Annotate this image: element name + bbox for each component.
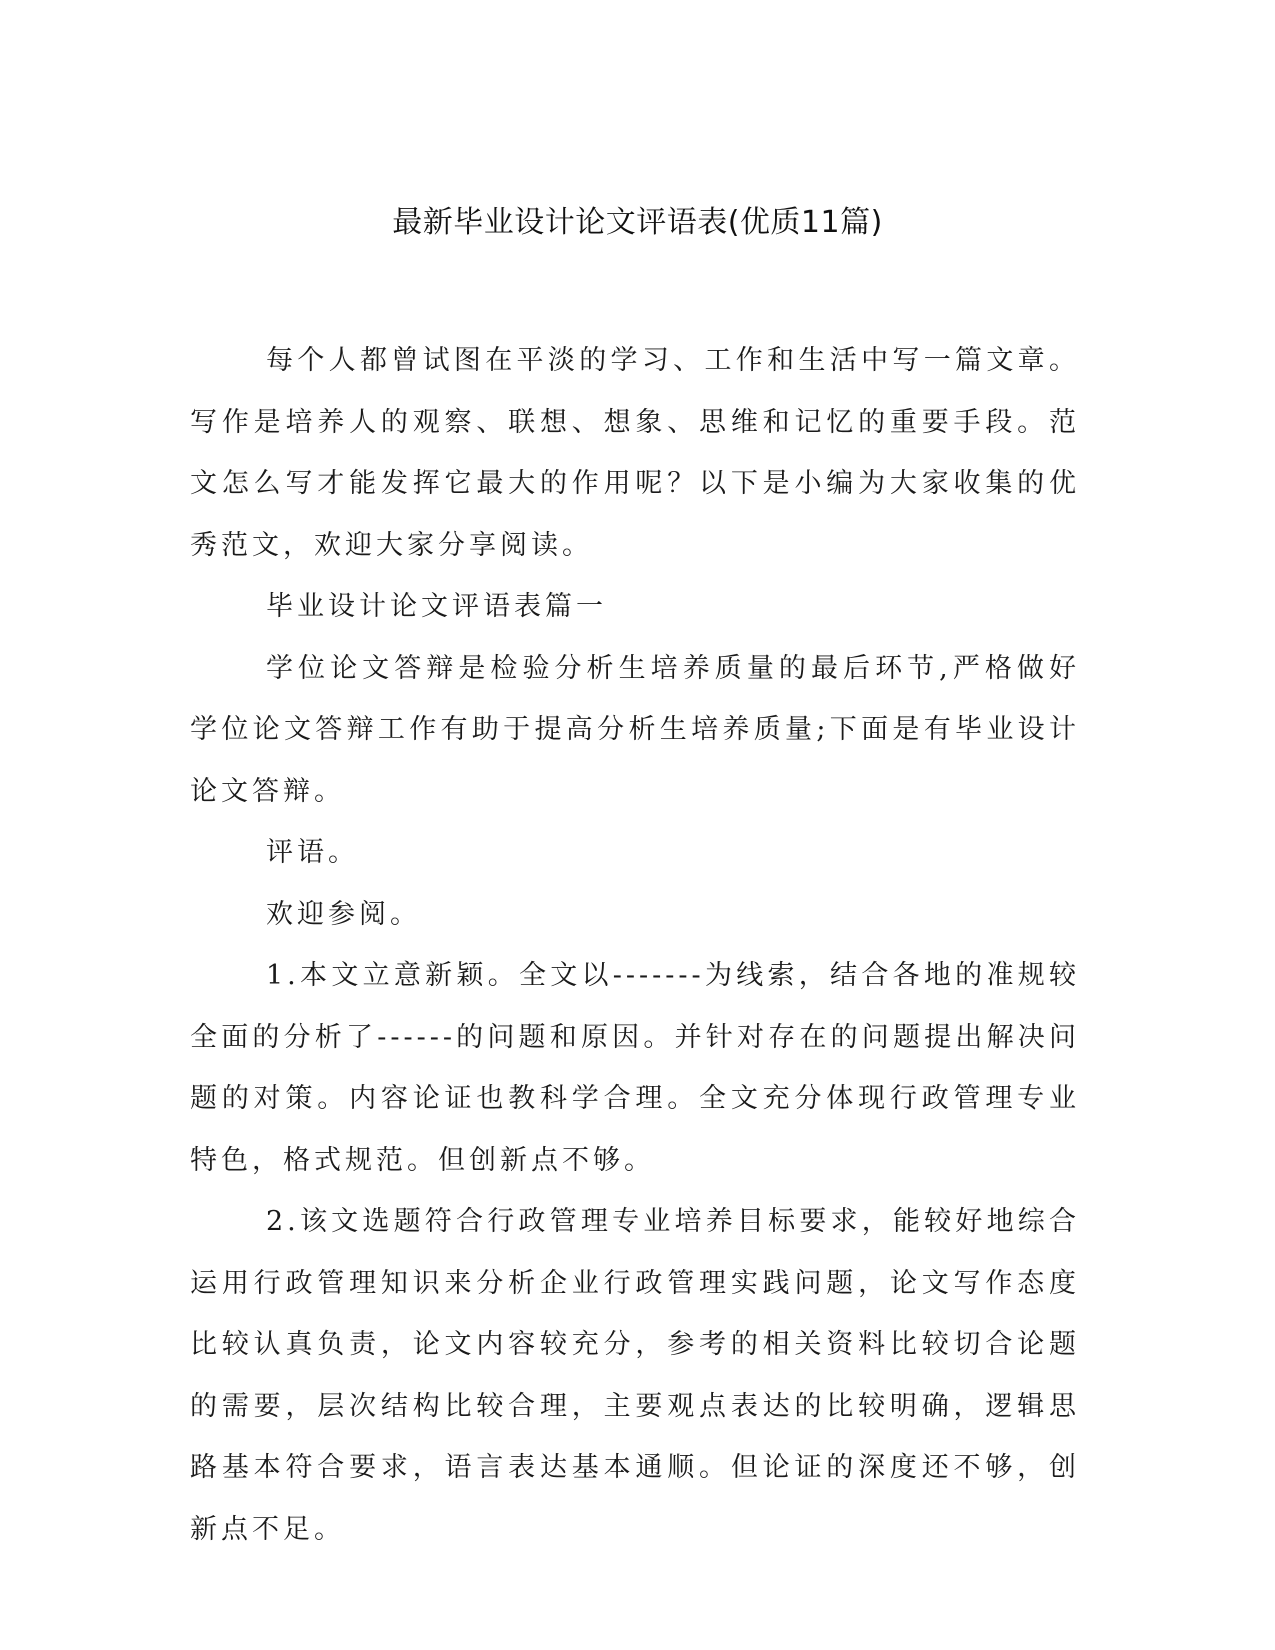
section-heading: 毕业设计论文评语表篇一 (266, 591, 607, 622)
body-paragraph: 学位论文答辩是检验分析生培养质量的最后环节,严格做好学位论文答辩工作有助于提高分析生培养质量;下面是有毕业设计论文答辩。 (190, 652, 1080, 807)
body-paragraph: 评语。 (266, 837, 359, 868)
comment-item-2: 2.该文选题符合行政管理专业培养目标要求，能较好地综合运用行政管理知识来分析企业行政管理实践问题，论文写作态度比较认真负责，论文内容较充分，参考的相关资料比较切合论题的需要，层次结构比较合理，主要观点表达的比较明确，逻辑思路基本符合要求，语言表达基本通顺。但论证的深度还不够，创新点不足。 (190, 1206, 1080, 1545)
document-body (190, 330, 1080, 1560)
comment-item-1: 1.本文立意新颖。全文以-------为线索，结合各地的准规较全面的分析了------的问题和原因。并针对存在的问题提出解决问题的对策。内容论证也教科学合理。全文充分体现行政管理专业特色，格式规范。但创新点不够。 (190, 960, 1080, 1176)
body-paragraph: 欢迎参阅。 (266, 898, 421, 930)
intro-paragraph: 每个人都曾试图在平淡的学习、工作和生活中写一篇文章。写作是培养人的观察、联想、想象、思维和记忆的重要手段。范文怎么写才能发挥它最大的作用呢？以下是小编为大家收集的优秀范文，欢迎大家分享阅读。 (190, 345, 1080, 561)
document-title: 最新毕业设计论文评语表(优质11篇) (392, 205, 883, 240)
